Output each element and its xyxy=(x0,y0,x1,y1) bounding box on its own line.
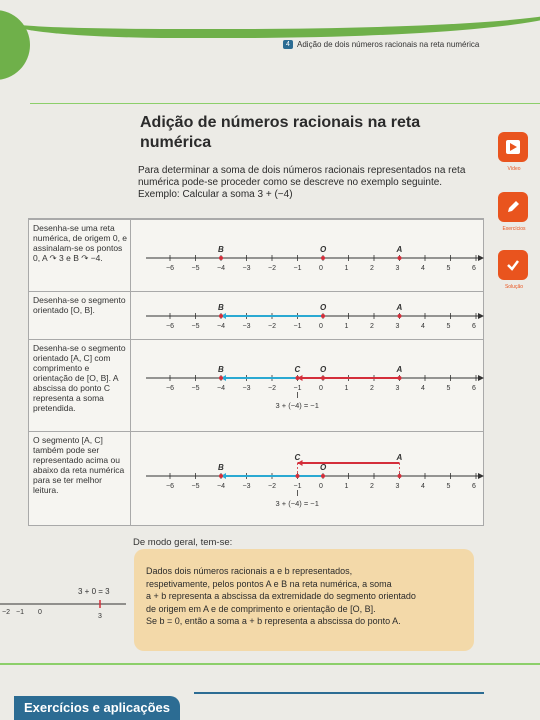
tick-label: 0 xyxy=(319,483,323,490)
point-o xyxy=(321,376,325,380)
point-label: C xyxy=(294,453,301,462)
point-label: O xyxy=(320,365,327,374)
tick-label: −1 xyxy=(293,385,302,392)
tick-label: −5 xyxy=(191,323,200,330)
point-o xyxy=(321,314,325,318)
tick-label: −4 xyxy=(217,323,225,330)
number-line-3 xyxy=(132,340,484,432)
tick-label: −1 xyxy=(293,265,302,272)
play-icon xyxy=(505,139,521,155)
table-row xyxy=(29,339,483,431)
tick-label: 6 xyxy=(472,385,476,392)
tick-label: −4 xyxy=(217,385,225,392)
tick-label: −4 xyxy=(217,483,225,490)
point-o xyxy=(321,474,325,478)
tick-label: 3 xyxy=(395,265,400,272)
tick-label: 2 xyxy=(370,265,374,272)
point-label: O xyxy=(320,463,327,472)
tick-label: −5 xyxy=(191,265,200,272)
tick-label: 0 xyxy=(319,323,323,330)
tick-label: 4 xyxy=(421,385,425,392)
breadcrumb xyxy=(283,40,479,49)
tick-label: −2 xyxy=(268,323,276,330)
video-button[interactable] xyxy=(498,132,528,162)
point-label: A xyxy=(396,365,403,374)
solution-button[interactable] xyxy=(498,250,528,280)
step-text: Desenha-se uma reta numérica, de origem 0, e assinalam-se os pontos 0, A ↷ 3 e B ↷ −4. xyxy=(33,223,128,263)
tick-label: −4 xyxy=(217,265,225,272)
tick-label: −2 xyxy=(268,385,276,392)
number-line-1 xyxy=(132,220,484,292)
point-label: A xyxy=(396,303,403,312)
tick-label: 3 xyxy=(395,385,400,392)
tick-label: 3 xyxy=(395,483,400,490)
note-line: a + b representa a abscissa da extremidade do segmento orientado xyxy=(146,591,416,601)
exercises-header xyxy=(14,692,474,720)
tick-label: 5 xyxy=(446,385,451,392)
tick-label: −3 xyxy=(242,385,251,392)
tick-label: −6 xyxy=(166,483,174,490)
note-line: Dados dois números racionais a e b representados, xyxy=(146,566,353,576)
point-label: B xyxy=(218,463,224,472)
title-rule xyxy=(30,103,540,104)
step-text: Desenha-se o segmento orientado [O, B]. xyxy=(33,295,126,315)
point-label: B xyxy=(218,365,224,374)
procedure-table xyxy=(28,218,484,526)
intro-text: Para determinar a soma de dois números racionais representados na reta numérica pode-se proceder como se descreve no exemplo seguinte. xyxy=(138,165,466,188)
step-text: O segmento [A, C] também pode ser representado acima ou abaixo da reta numérica para se ter melhor leitura. xyxy=(33,435,125,495)
result-expression: 3 + (−4) = −1 xyxy=(275,499,319,508)
tick-label: 0 xyxy=(319,265,323,272)
solution-label: Solução xyxy=(504,284,524,290)
point-label: A xyxy=(396,245,403,254)
step-text: Desenha-se o segmento orientado [A, C] com comprimento e orientação de [O, B]. A abscissa do ponto C representa a soma pretendida. xyxy=(33,343,126,413)
table-row xyxy=(29,219,483,291)
tick-label: 2 xyxy=(370,323,374,330)
exercises-title: Exercícios e aplicações xyxy=(14,696,180,720)
tick-label: 0 xyxy=(319,385,323,392)
tick-label: 1 xyxy=(344,483,349,490)
point-b xyxy=(219,314,223,318)
point-a xyxy=(398,474,402,478)
intro-paragraph xyxy=(138,165,488,201)
mini-tick-label: −1 xyxy=(16,609,24,616)
tick-label: 5 xyxy=(446,265,451,272)
tick-label: 1 xyxy=(344,385,349,392)
tick-label: 6 xyxy=(472,265,476,272)
tick-label: −5 xyxy=(191,483,200,490)
exercises-button[interactable] xyxy=(498,192,528,222)
bottom-rule xyxy=(0,663,540,665)
axis-arrow xyxy=(478,375,484,381)
tick-label: 6 xyxy=(472,483,476,490)
chapter-icon: 4 xyxy=(283,40,293,49)
tick-label: −2 xyxy=(268,483,276,490)
note-line: respetivamente, pelos pontos A e B na reta numérica, a soma xyxy=(146,578,392,589)
example-expression: 3 + (−4) xyxy=(257,189,293,200)
definition-box xyxy=(134,549,474,651)
result-expression: 3 + (−4) = −1 xyxy=(275,401,319,410)
point-a xyxy=(398,256,402,260)
tick-label: 4 xyxy=(421,265,425,272)
tick-label: −6 xyxy=(166,385,174,392)
point-o xyxy=(321,256,325,260)
tick-label: 1 xyxy=(344,265,349,272)
tick-label: −1 xyxy=(293,483,302,490)
mini-tick-label: −2 xyxy=(2,609,10,616)
tick-label: 4 xyxy=(421,323,425,330)
tick-label: −3 xyxy=(242,483,251,490)
point-a xyxy=(398,376,402,380)
point-label: O xyxy=(320,303,327,312)
page-title: Adição de números racionais na reta numérica xyxy=(140,114,421,151)
tick-label: −3 xyxy=(242,323,251,330)
point-b xyxy=(219,376,223,380)
tick-label: 5 xyxy=(446,483,451,490)
tick-label: 6 xyxy=(472,323,476,330)
mini-tick-label: 3 xyxy=(98,613,102,620)
tick-label: −6 xyxy=(166,323,174,330)
tick-label: 2 xyxy=(370,483,374,490)
number-line-2 xyxy=(132,292,484,340)
point-c xyxy=(296,474,300,478)
point-label: B xyxy=(218,303,224,312)
mini-tick-label: 0 xyxy=(38,609,42,616)
tick-label: 2 xyxy=(370,385,374,392)
exercises-label: Exercícios xyxy=(502,226,526,232)
axis-arrow xyxy=(478,255,484,261)
breadcrumb-text: Adição de dois números racionais na reta numérica xyxy=(297,40,480,49)
table-row xyxy=(29,291,483,339)
point-b xyxy=(219,474,223,478)
number-line-4 xyxy=(132,432,484,528)
table-row xyxy=(29,431,483,527)
check-icon xyxy=(505,257,521,273)
pencil-icon xyxy=(505,199,521,215)
point-a xyxy=(398,314,402,318)
video-label: Vídeo xyxy=(507,166,521,172)
tick-label: −3 xyxy=(242,265,251,272)
tick-label: 5 xyxy=(446,323,451,330)
point-label: B xyxy=(218,245,224,254)
tick-label: −5 xyxy=(191,385,200,392)
tick-label: −2 xyxy=(268,265,276,272)
note-line: Se b = 0, então a soma a + b representa a abscissa do ponto A. xyxy=(146,616,401,626)
point-b xyxy=(219,256,223,260)
mini-number-line xyxy=(0,580,130,630)
point-label: A xyxy=(396,453,403,462)
tick-label: 3 xyxy=(395,323,400,330)
point-label: C xyxy=(294,365,301,374)
tick-label: 4 xyxy=(421,483,425,490)
exercises-rule xyxy=(194,692,484,694)
note-line: de origem em A e de comprimento e orientação de [O, B]. xyxy=(146,603,376,614)
axis-arrow xyxy=(478,313,484,319)
tick-label: −6 xyxy=(166,265,174,272)
axis-arrow xyxy=(478,473,484,479)
point-label: O xyxy=(320,245,327,254)
general-heading: De modo geral, tem-se: xyxy=(133,537,233,548)
point-c xyxy=(296,376,300,380)
example-label: Exemplo: Calcular a soma xyxy=(138,189,255,200)
mini-expr: 3 + 0 = 3 xyxy=(78,587,110,596)
tick-label: −1 xyxy=(293,323,302,330)
tick-label: 1 xyxy=(344,323,349,330)
